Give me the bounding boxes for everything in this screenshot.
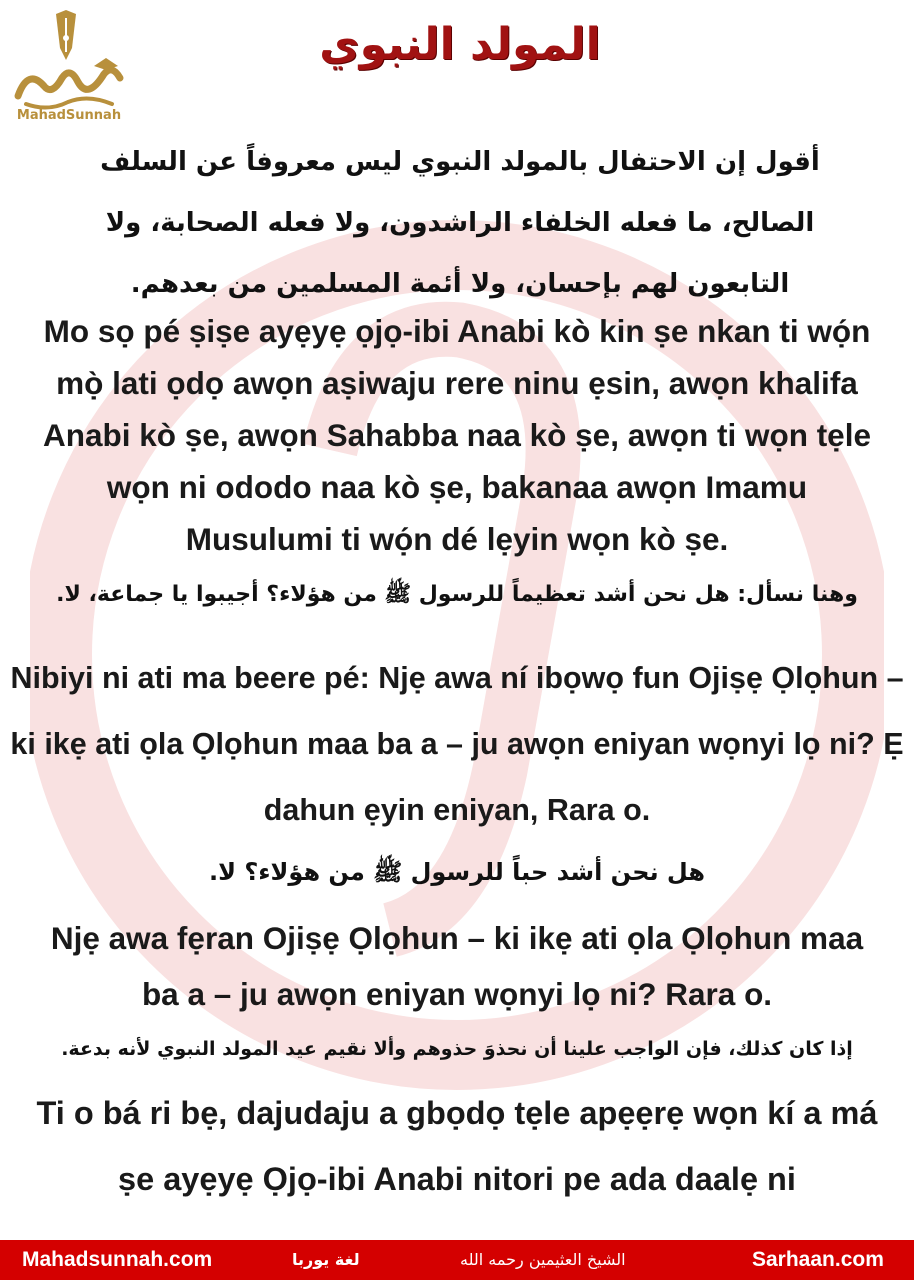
logo-caption: MahadSunnah	[16, 108, 122, 123]
footer-right-site-link[interactable]: Sarhaan.com	[752, 1248, 884, 1271]
yoruba-question-2: Njẹ awa fẹran Ojiṣẹ Ọlọhun – ki ikẹ ati ọla Ọlọhun maa ba a – ju awọn eniyan wọnyi lọ ni? Rara o.	[50, 920, 864, 1012]
footer-language-label: لغة يوربا	[292, 1250, 360, 1269]
yoruba-conclusion: Ti o bá ri bẹ, dajudaju a gbọdọ tẹle apẹẹrẹ wọn kí a má ṣe ayẹyẹ Ọjọ-ibi Anabi nitori pe ada daalẹ ni	[36, 1095, 878, 1197]
footer-left-site-link[interactable]: Mahadsunnah.com	[22, 1248, 213, 1271]
arabic-conclusion: إذا كان كذلك، فإن الواجب علينا أن نحذوَ حذوهم وألا نقيم عيد المولد النبوي لأنه بدعة.	[61, 1038, 853, 1060]
yoruba-intro-paragraph: Mo sọ pé ṣiṣe ayẹyẹ ọjọ-ibi Anabi kò kin ṣe nkan ti wọ́n mọ̀ lati ọdọ awọn aṣiwaju rere ninu ẹsin, awọn khalifa Anabi kò ṣe, awọn Sahabba naa kò ṣe, awọn ti wọn tẹle wọn ni ododo naa kò ṣe, bakanaa awọn Imamu Musulumi ti wọ́n dé lẹyin wọn kò ṣe.	[43, 313, 871, 557]
arabic-question-1: وهنا نسأل: هل نحن أشد تعظيماً للرسول ﷺ من هؤلاء؟ أجيبوا يا جماعة، لا.	[56, 582, 858, 607]
footer-bar	[0, 1240, 914, 1280]
footer-sheikh-credit: الشيخ العثيمين رحمه الله	[460, 1250, 626, 1269]
page-title: المولد النبوي	[319, 19, 601, 70]
yoruba-question-1: Nibiyi ni ati ma beere pé: Njẹ awa ní ibọwọ fun Ojiṣẹ Ọlọhun – ki ikẹ ati ọla Ọlọhun maa ba a – ju awọn eniyan wọnyi lọ ni? Ẹ dahun ẹyin eniyan, Rara o.	[10, 661, 904, 827]
arabic-intro-paragraph: أقول إن الاحتفال بالمولد النبوي ليس معروفاً عن السلف الصالح، ما فعله الخلفاء الراشدون، ولا فعله الصحابة، ولا التابعون لهم بإحسان، ولا أئمة المسلمين من بعدهم.	[100, 147, 820, 299]
arabic-question-2: هل نحن أشد حباً للرسول ﷺ من هؤلاء؟ لا.	[208, 858, 705, 886]
